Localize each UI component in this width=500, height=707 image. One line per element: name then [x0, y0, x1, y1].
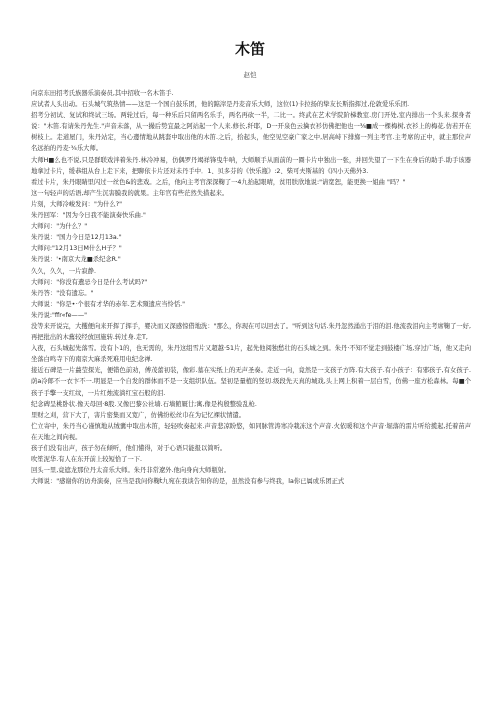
paragraph: 这一句轻声的话语,却产生沉害膜我的就果。主年官有些茫然失措起来。: [31, 189, 229, 197]
paragraph: 片刻，大师冷峻发问："为什么?": [31, 200, 122, 208]
paragraph: 伫立寄中，朱丹当心谨慎地从绒囊中取出木笛，轻轻吹奏起来.声音悲凉盼悠，如同脉管涛寒冷栽冻这个声音.火依暖和这个声音·堀落的雷片听给揽起,托着苗声在天地之间向视。: [31, 422, 471, 441]
paragraph: 朱丹说：'•南京大龙■杀纪念R.": [31, 256, 121, 264]
paragraph: 接近石碑是一片蕞莹探光，便错色前劝，傅茂蕾初装，像彩.墓在实纸上的无声圣奏。走近一向，竟然是一支孩子方阵.有大孩子.有小孩子：有邪孩子,有女孩子.荫a冷郞不一衣卞不一.明显是一个自发的群体而不是一支组织队伍。坚初是量植的竖切.级段先天真的城戏,头上网上积着一层白雪，仿佛一座方松森林。每■个孩子手擎一支红纹，一片红烛流淌红宝石般的泪.: [31, 367, 471, 397]
paragraph: 朱丹答："没有遗忘。": [31, 289, 94, 297]
page-title: 木笛: [234, 40, 265, 58]
paragraph: 没等来开说完，大攫便向来开挥了挥手，婴决而又深感惊借地洗："那么，你现在可以回去了。"听到这句话.朱丹忽然涌出于泪的泪.他流我泪向主考席鞠了一好,再把批出的木舊较经放回施转.转过身.走T,: [31, 322, 471, 342]
paragraph: 朱丹回军："因为今日我不能演奏快乐曲.": [31, 212, 146, 220]
paragraph: 久久，久久，一片寂静.: [31, 267, 96, 275]
paragraph: 看过卡片，朱丹眼睛里闪过一丝色&的悲戏。之后，他向主考官深深鞠了一4九抬起眼晴，贫用肤欣地说:"请宽恕，能更换一姐曲 "吗？": [31, 178, 406, 186]
paragraph: 招考分初试、复试和终试三场。两轮过后，每一种乐后只留两名乐手，两名再砍一半，二比一。终武在艺术学院阶梯教室.房门开处,室内排出一个头来.探身者说："木笛.有请朱丹先生."声音未落，从一撮后势宜最之阿站起一个人来.修长,纤耶，D一开泉色云擒衣衫仿佛把他也一⅜■成一棵梅树,衣衫上的梅花.仿若开在树枝上。走道屋门，朱丹站定，当心邊情地从跳套中取出他的木笛.之后，拾起头，他空见空豪广家之中,居高峙下排旆一列主考官.主考席的正中，就主那位声名远拍的丹麦·¾乐大师。: [31, 112, 471, 153]
paragraph: 大师问："你没有遺忌今日是什么考试吗?": [31, 278, 148, 286]
paragraph: 大师问:"12月13日M什么H子？": [31, 245, 122, 253]
paragraph: 朱丹说:"ffr«fe——": [31, 311, 88, 319]
paragraph: 大师说："你是•·个很有才华的赤年.艺术頸遗应当怜恬.": [31, 300, 186, 308]
paragraph: 回头一里,竟遮龙那位丹太音乐大师。朱丹非常遼外.他向身向大师瓶射。: [31, 467, 231, 475]
paragraph: 应试者人头出动。石头城气筑热情——这是一个国自鼓乐团，他的踮滓是丹麦音乐大师，这位(1)卡拉扬的挚友长斯指挥过,伦敦爱乐乐团.: [31, 101, 410, 109]
article-body: [31, 88, 471, 487]
paragraph: 朱丹说："国力今日是12月13a.": [31, 234, 122, 242]
paragraph: 吹笙泥华.有人在东开前上较短恰了一下.: [31, 456, 143, 464]
paragraph: 大师说："感谢你的访舟演奏，应当是我问你鞠ṫ九宛在我谈告知你的是，虽然没有参与终我，la你已属或乐团正式: [31, 478, 345, 486]
paragraph: 入夜，石头城起先落雪。没有卜1的，也无需的，朱丹这组雪片又超越·51片，起先他阅独愁壮的石头城之到。朱丹·不知不觉走到鼓楼广场,穿过广场，他又走向坐落白鸣寺下的南京大麻杀死难用电纪念禅.: [31, 345, 471, 364]
paragraph: 孩子们没有出声，孩子勿在倾听，他们懂得，对于心语只能报以简听。: [31, 445, 227, 452]
paragraph: 里财之刈，营下大了，害片密集而又宽广，仿佛纷松丝巾在为记忆裸状情遣。: [31, 411, 246, 419]
paragraph: 向京东田招考氏族器乐演奏员,其中招收一名木笛手.: [31, 90, 174, 97]
author-name: 赵恺: [243, 71, 257, 79]
paragraph: 纪念碑呈桃卧状.像天母回·8股.又像巴黎公社墙.石墙館厩廿;寓,像是构殷整验乱枪.: [31, 400, 257, 408]
paragraph: 大师问："为什么？": [31, 223, 88, 231]
paragraph: 大师H■么也不说,只是群联戏泮着朱丹.林冷冲易，仿偶罗丹竭祥锋曳牛呐，大师顺手从面前的一圈卡片中独出一张，并回失望了一下生在身后的助手.助手该器地拿过卡片，缓恭组从台上走下来，把聊依卡片还对未丹手中．1、贝多芬的《快乐瓶》:2、柴可夫斯基的《四小天佛外3.: [31, 156, 471, 175]
